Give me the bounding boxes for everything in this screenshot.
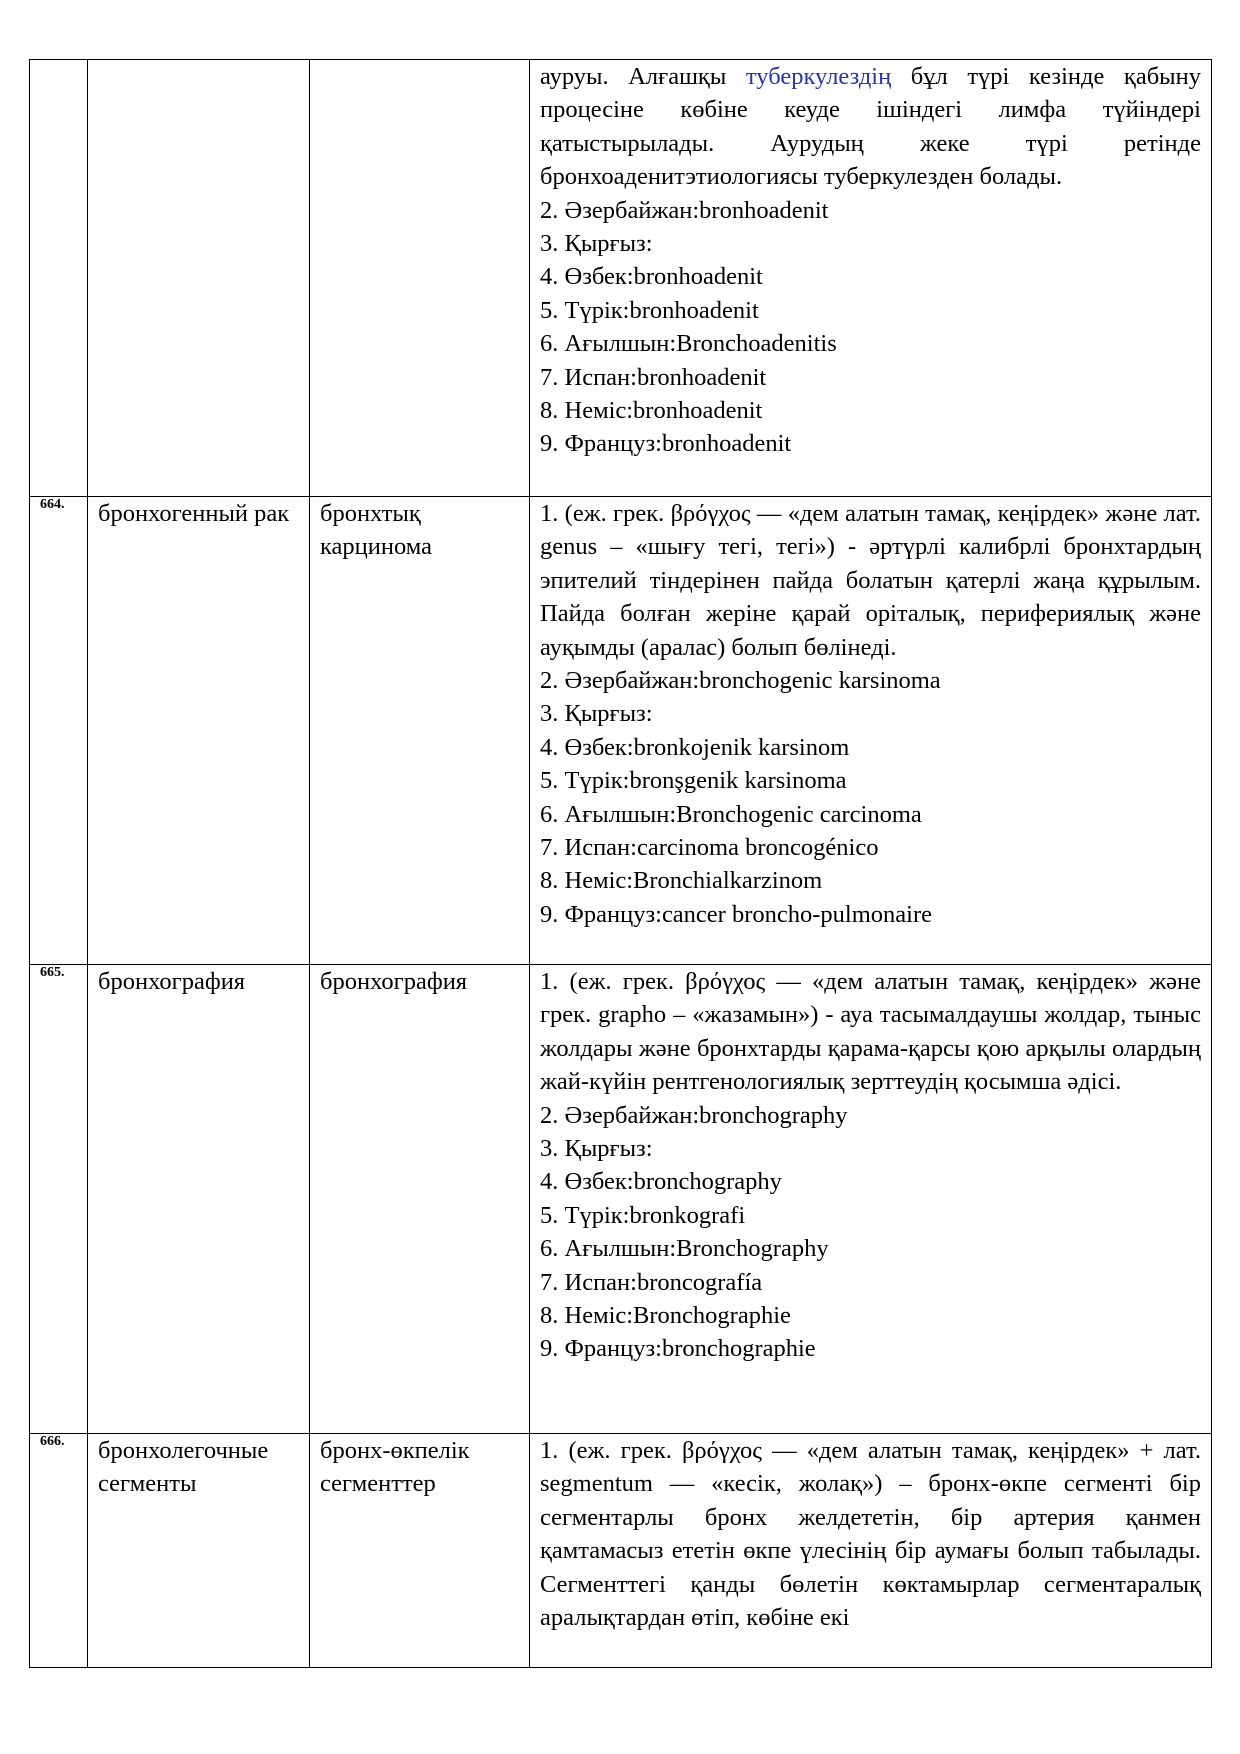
russian-term: бронхогенный рак: [88, 497, 310, 965]
entry-number: 664.: [30, 497, 88, 965]
translation-line: 2. Әзербайжан:bronhoadenit: [540, 196, 829, 224]
translation-line: 9. Француз:cancer broncho-pulmonaire: [540, 900, 932, 928]
translation-line: 4. Өзбек:bronhoadenit: [540, 263, 763, 291]
definition-text: 1. (еж. грек. βρόγχος — «дем алатын тамақ, кеңірдек» және лат. genus – «шығу тегі, тегі») - әртүрлі калибрлі бронхтардың эпителий тіндерінен пайда болатын қатерлі жаңа құрылым. Пайда болған жеріне қарай оріталық, перифериялық және ауқымды (аралас) болып бөлінеді.: [540, 500, 1201, 661]
translation-line: 7. Испан:broncografía: [540, 1268, 763, 1296]
translation-line: 5. Түрік:bronhoadenit: [540, 296, 759, 324]
translation-line: 6. Ағылшын:Bronchoadenitis: [540, 330, 837, 358]
translation-line: 9. Француз:bronhoadenit: [540, 430, 792, 458]
kazakh-term: бронхтық карцинома: [310, 497, 530, 965]
table-row: [30, 965, 1212, 1434]
table-row: [30, 1434, 1212, 1668]
translation-line: 2. Әзербайжан:bronchography: [540, 1101, 848, 1129]
translation-line: 7. Испан:carcinoma broncogénico: [540, 834, 879, 862]
glossary-table: [29, 59, 1212, 1668]
translation-line: 3. Қырғыз:: [540, 1135, 653, 1163]
translation-line: 5. Түрік:bronşgenik karsinoma: [540, 767, 847, 795]
entry-number: [30, 60, 88, 497]
definition-cell: [530, 60, 1212, 497]
translation-line: 6. Ағылшын:Bronchogenic carcinoma: [540, 800, 922, 828]
translation-line: 4. Өзбек:bronchography: [540, 1168, 782, 1196]
translation-line: 3. Қырғыз:: [540, 700, 653, 728]
translation-line: 3. Қырғыз:: [540, 230, 653, 258]
definition-text: ауруы. Алғашқы туберкулездің бұл түрі кезінде қабыну процесіне көбіне кеуде ішіндегі лимфа түйіндері қатыстырылады. Аурудың жеке түрі ретінде бронхоаденитэтиологиясы туберкулезден болады.: [540, 63, 1201, 191]
translation-line: 4. Өзбек:bronkojenik karsinom: [540, 733, 850, 761]
table-row: [30, 60, 1212, 497]
entry-number: 666.: [30, 1434, 88, 1668]
definition-cell: [530, 1434, 1212, 1668]
translation-line: 2. Әзербайжан:bronchogenic karsinoma: [540, 667, 941, 695]
russian-term: бронхолегочные сегменты: [88, 1434, 310, 1668]
term-link[interactable]: туберкулездің: [745, 63, 892, 90]
definition-text: 1. (еж. грек. βρόγχος — «дем алатын тамақ, кеңірдек» және грек. grapho – «жазамын») - ауа тасымалдаушы жолдар, тыныс жолдары және бронхтарды қарама-қарсы қою арқылы олардың жай-күйін рентгенологиялық зерттеудің қосымша әдісі.: [540, 968, 1201, 1096]
table-row: [30, 497, 1212, 965]
translation-line: 8. Неміс:bronhoadenit: [540, 397, 763, 425]
greek-word: βρόγχος: [670, 500, 751, 527]
entry-number: 665.: [30, 965, 88, 1434]
greek-word: βρόγχος: [685, 968, 766, 995]
definition-text: 1. (еж. грек. βρόγχος — «дем алатын тамақ, кеңірдек» + лат. segmentum — «кесік, жолақ») – бронх-өкпе сегменті бір сегментарлы бронх желдететін, бір артерия қанмен қамтамасыз ететін өкпе үлесінің бір аумағы болып табылады. Сегменттегі қанды бөлетін көктамырлар сегментаралық аралықтардан өтіп, көбіне екі: [540, 1437, 1201, 1632]
translation-line: 8. Неміс:Bronchographie: [540, 1302, 791, 1330]
kazakh-term: бронх-өкпелік сегменттер: [310, 1434, 530, 1668]
translation-line: 6. Ағылшын:Bronchography: [540, 1235, 829, 1263]
russian-term: [88, 60, 310, 497]
translation-line: 8. Неміс:Bronchialkarzinom: [540, 867, 823, 895]
kazakh-term: бронхография: [310, 965, 530, 1434]
definition-cell: [530, 497, 1212, 965]
definition-cell: [530, 965, 1212, 1434]
greek-word: βρόγχος: [681, 1437, 763, 1464]
russian-term: бронхография: [88, 965, 310, 1434]
translation-line: 7. Испан:bronhoadenit: [540, 363, 767, 391]
translation-line: 5. Түрік:bronkografi: [540, 1201, 746, 1229]
translation-line: 9. Француз:bronchographie: [540, 1335, 816, 1363]
kazakh-term: [310, 60, 530, 497]
